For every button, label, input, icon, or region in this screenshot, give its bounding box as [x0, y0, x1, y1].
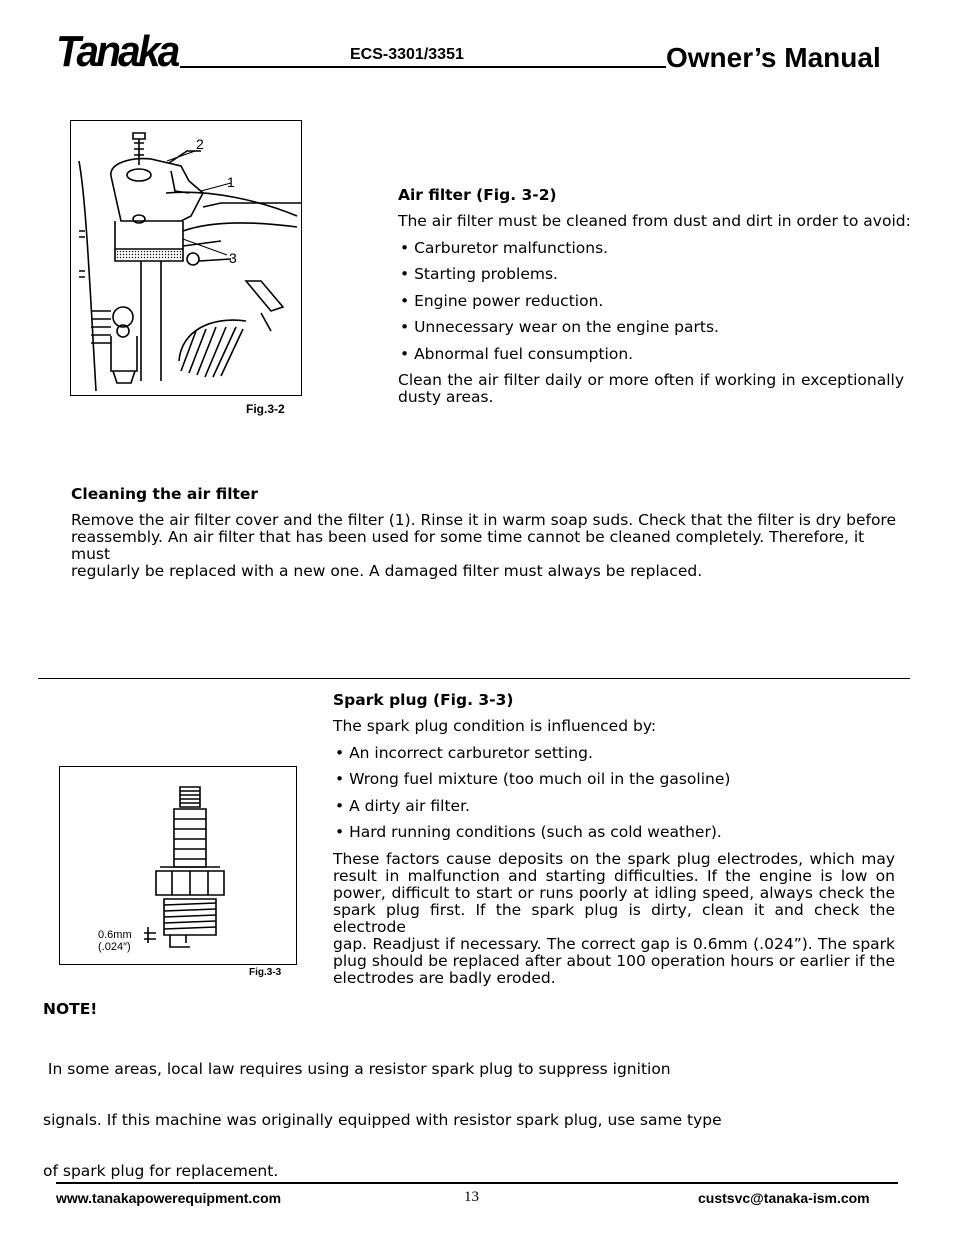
callout-2: 2 [196, 136, 204, 152]
spark-plug-intro: The spark plug condition is influenced by: [333, 717, 657, 735]
section-divider [38, 678, 910, 679]
note-heading: NOTE! [43, 1000, 98, 1018]
header-rule [180, 66, 666, 68]
air-filter-illustration [71, 121, 301, 395]
cleaning-heading: Cleaning the air filter [71, 485, 259, 503]
air-filter-figure [70, 120, 302, 396]
gap-label-mm: 0.6mm [98, 929, 132, 941]
figure-caption-3-2: Fig.3-2 [246, 402, 285, 416]
manual-title: Owner’s Manual [666, 42, 881, 73]
spark-plug-figure [59, 766, 297, 965]
air-filter-intro: The air filter must be cleaned from dust and dirt in order to avoid: [398, 212, 911, 230]
list-item: • Abnormal fuel consumption. [400, 345, 634, 363]
tanaka-logo: Tanaka [56, 27, 178, 76]
list-item: • Engine power reduction. [400, 292, 604, 310]
list-item: • Carburetor malfunctions. [400, 239, 609, 257]
spark-plug-paragraph: These factors cause deposits on the spark plug electrodes, which may result in malfunction and starting difficulties. If the engine is low on power, difficult to start or runs poorly at idling speed, always check the spark plug first. If the spark plug is dirty, clean it and check the electrode gap. Readjust if necessary. The correct gap is 0.6mm (.024”). The spark plug should be replaced after about 100 operation hours or earlier if the electrodes are badly eroded. [333, 850, 895, 987]
list-item: • Hard running conditions (such as cold weather). [335, 823, 722, 841]
footer-website: www.tanakapowerequipment.com [56, 1190, 282, 1206]
list-item: • Unnecessary wear on the engine parts. [400, 318, 719, 336]
footer-email: custsvc@tanaka-ism.com [698, 1190, 870, 1206]
page-number: 13 [464, 1189, 479, 1205]
callout-1: 1 [227, 174, 235, 190]
model-number: ECS-3301/3351 [350, 46, 464, 63]
figure-caption-3-3: Fig.3-3 [249, 967, 282, 978]
gap-label-inch: (.024″) [98, 941, 131, 953]
list-item: • Starting problems. [400, 265, 558, 283]
list-item: • An incorrect carburetor setting. [335, 744, 593, 762]
spark-plug-heading: Spark plug (Fig. 3-3) [333, 691, 514, 709]
spark-plug-illustration [60, 767, 296, 964]
note-paragraph: In some areas, local law requires using a resistor spark plug to suppress ignition signals. If this machine was originally equipped with resistor spark plug, use same type of spark plug for replacement. [43, 1060, 722, 1180]
list-item: • Wrong fuel mixture (too much oil in the gasoline) [335, 770, 731, 788]
footer-rule [56, 1182, 898, 1184]
air-filter-paragraph: Clean the air filter daily or more often if working in exceptionally dusty areas. [398, 371, 904, 406]
cleaning-paragraph: Remove the air filter cover and the filter (1). Rinse it in warm soap suds. Check that the filter is dry before reassembly. An air filter that has been used for some time cannot be cleaned completely. Therefore, it must regularly be replaced with a new one. A damaged filter must always be replaced. [71, 511, 896, 580]
list-item: • A dirty air filter. [335, 797, 470, 815]
air-filter-heading: Air filter (Fig. 3-2) [398, 186, 557, 204]
callout-3: 3 [229, 250, 237, 266]
